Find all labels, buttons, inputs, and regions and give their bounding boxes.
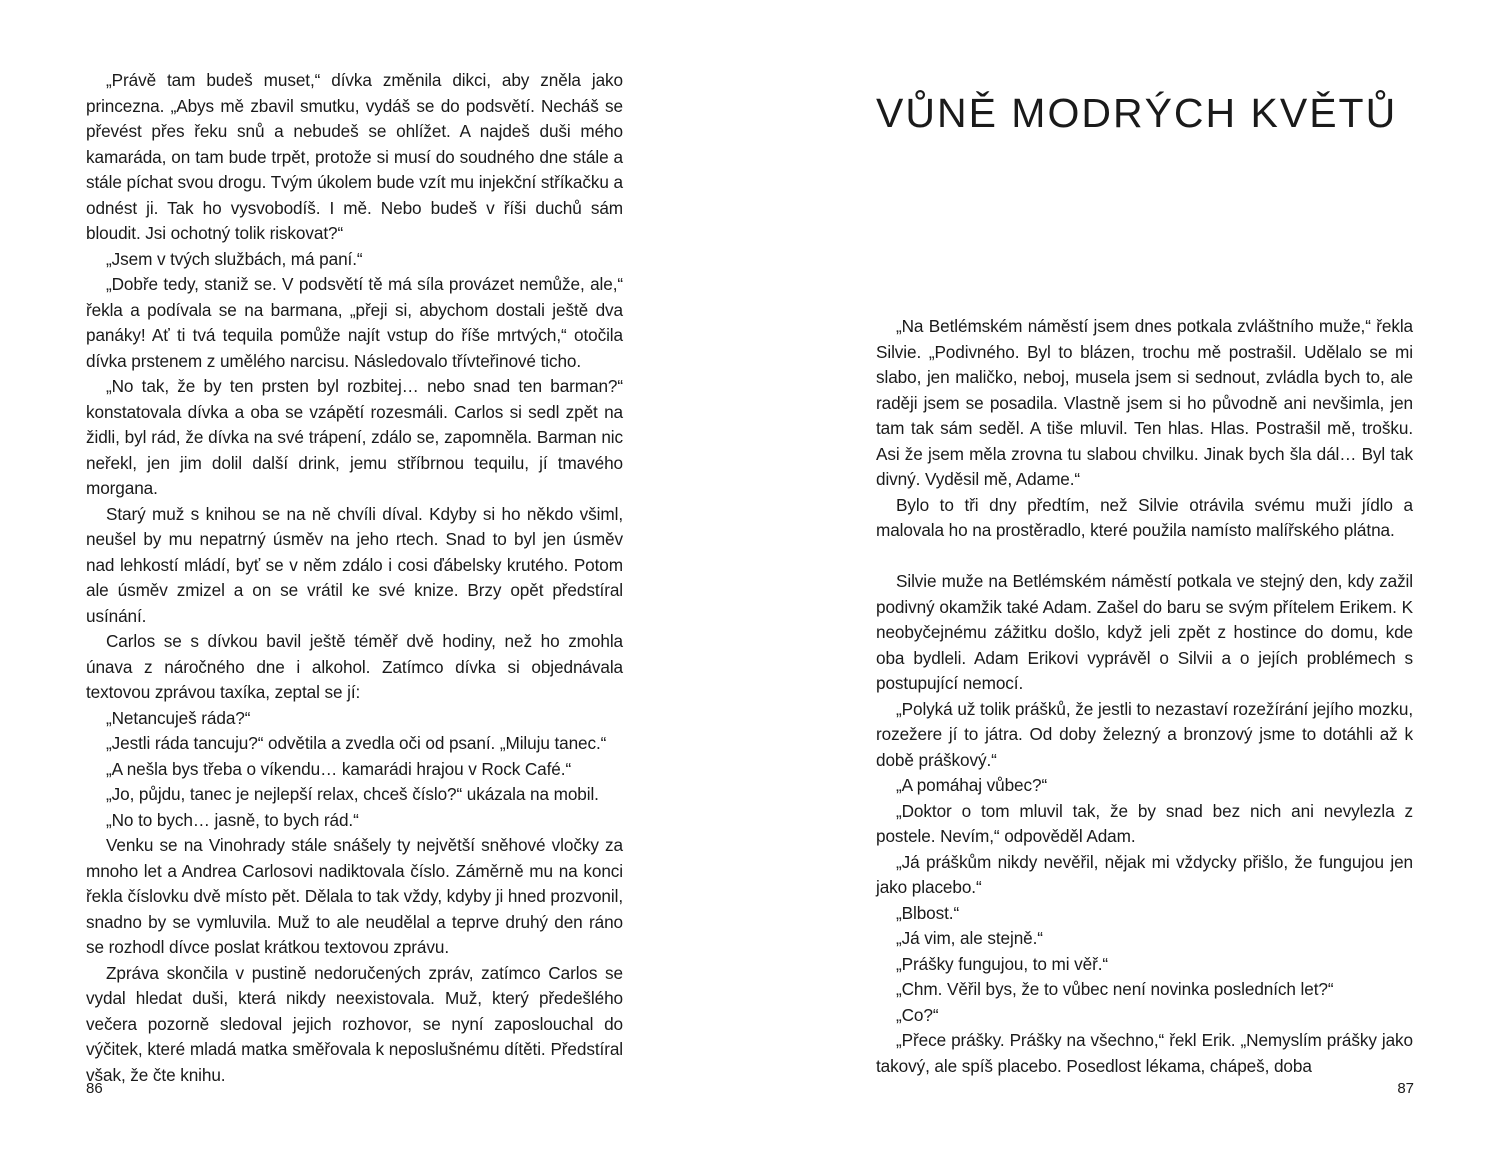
paragraph: Zpráva skončila v pustině nedoručených zpráv, zatímco Carlos se vydal hledat duši, která nikdy neexistovala. Muž, který předešlého večera pozorně sledoval jejich rozhovor, se nyní zaposlouchal do výčitek, které mladá matka směřovala k neposlušnému dítěti. Předstíral však, že čte knihu.: [86, 962, 623, 1085]
paragraph: „A nešla bys třeba o víkendu… kamarádi hrajou v Rock Café.“: [106, 758, 572, 779]
paragraph: „Prášky fungujou, to mi věř.“: [896, 953, 1109, 974]
paragraph: Venku se na Vinohrady stále snášely ty největší sněhové vločky za mnoho let a Andrea Carlosovi nadiktovala číslo. Záměrně mu na konci řekla číslovku dvě místo pět. Dělala to tak vždy, kdyby ji hned prozvonil, snadno by se vymluvila. Muž to ale neudělal a teprve druhý den ráno se rozhodl dívce poslat krátkou textovou zprávu.: [86, 835, 623, 957]
paragraph: „No to bych… jasně, to bych rád.“: [106, 809, 359, 830]
right-page-text: [876, 314, 1413, 1079]
paragraph: „A pomáhaj vůbec?“: [896, 775, 1048, 795]
left-page-text: [86, 68, 623, 1088]
paragraph: Bylo to tři dny předtím, než Silvie otrávila svému muži jídlo a malovala ho na prostěradlo, které použila namísto malířského plátna.: [876, 494, 1413, 540]
page-number: 86: [86, 1080, 103, 1097]
paragraph: „Já vim, ale stejně.“: [896, 928, 1043, 948]
right-page: [750, 0, 1500, 1154]
chapter-title: VŮNĚ MODRÝCH KVĚTŮ: [876, 90, 1398, 137]
paragraph: „Polyká už tolik prášků, že jestli to nezastaví rozežírání jejího mozku, rozežere jí to játra. Od doby železný a bronzový jsme to dotáhli až k době práškový.“: [876, 698, 1413, 770]
paragraph: „Netancuješ ráda?“: [106, 707, 251, 728]
paragraph: Starý muž s knihou se na ně chvíli díval. Kdyby si ho někdo všiml, neušel by mu nepatrný úsměv na jeho rtech. Snad to byl jen úsměv nad lehkostí mládí, byť se v něm zdálo i cosi ďábelsky krutého. Potom ale úsměv zmizel a on se vrátil ke své knize. Brzy opět předstíral usínání.: [86, 503, 623, 626]
paragraph: „Co?“: [896, 1004, 939, 1025]
paragraph: „No tak, že by ten prsten byl rozbitej… nebo snad ten barman?“ konstatovala dívka a oba se vzápětí rozesmáli. Carlos si sedl zpět na židli, byl rád, že dívka na své trápení, zdálo se, zapomněla. Barman nic neřekl, jen jim dolil další drink, jemu stříbrnou tequilu, jí tmavého morgana.: [86, 376, 623, 498]
paragraph: „Na Betlémském náměstí jsem dnes potkala zvláštního muže,“ řekla Silvie. „Podivného. Byl to blázen, trochu mě postrašil. Udělalo se mi slabo, jen maličko, neboj, musela jsem si sednout, zvládla bych to, ale raději jsem se posadila. Vlastně jsem si ho původně ani nevšimla, jen tam tak sám seděl. A tiše mluvil. Ten hlas. Hlas. Postrašil mě, trošku. Asi že jsem měla zrovna tu slabou chvilku. Jinak bych šla dál… Byl tak divný. Vyděsil mě, Adame.“: [876, 316, 1413, 489]
paragraph: „Já práškům nikdy nevěřil, nějak mi vždycky přišlo, že fungujou jen jako placebo.“: [876, 851, 1413, 897]
paragraph: „Právě tam budeš muset,“ dívka změnila dikci, aby zněla jako princezna. „Abys mě zbavil smutku, vydáš se do podsvětí. Necháš se převést přes řeku snů a nebudeš se ohlížet. A najdeš duši mého kamaráda, on tam bude trpět, protože si musí do soudného dne stále a stále píchat svou drogu. Tvým úkolem bude vzít mu injekční stříkačku a odnést ji. Tak ho vysvobodíš. I mě. Nebo budeš v říši duchů sám bloudit. Jsi ochotný tolik riskovat?“: [86, 70, 623, 243]
paragraph: „Jestli ráda tancuju?“ odvětila a zvedla oči od psaní. „Miluju tanec.“: [106, 733, 607, 753]
paragraph: „Chm. Věřil bys, že to vůbec není novinka posledních let?“: [896, 979, 1334, 999]
paragraph: „Jsem v tvých službách, má paní.“: [106, 248, 363, 269]
paragraph: Carlos se s dívkou bavil ještě téměř dvě hodiny, než ho zmohla únava z náročného dne i alkohol. Zatímco dívka si objednávala textovou zprávou taxíka, zeptal se jí:: [86, 631, 623, 702]
paragraph: „Doktor o tom mluvil tak, že by snad bez nich ani nevylezla z postele. Nevím,“ odpověděl Adam.: [876, 800, 1413, 846]
paragraph: „Přece prášky. Prášky na všechno,“ řekl Erik. „Nemyslím prášky jako takový, ale spíš placebo. Posedlost lékama, chápeš, doba: [876, 1030, 1413, 1076]
paragraph: „Dobře tedy, staniž se. V podsvětí tě má síla provázet nemůže, ale,“ řekla a podívala se na barmana, „přeji si, abychom dostali ještě dva panáky! Ať ti tvá tequila pomůže najít vstup do říše mrtvých,“ otočila dívka prstenem z umělého narcisu. Následovalo třívteřinové ticho.: [86, 274, 623, 371]
paragraph: „Jo, půjdu, tanec je nejlepší relax, chceš číslo?“ ukázala na mobil.: [106, 784, 599, 804]
paragraph: Silvie muže na Betlémském náměstí potkala ve stejný den, kdy zažil podivný okamžik také Adam. Zašel do baru se svým přítelem Erikem. K neobyčejnému zážitku došlo, když jeli zpět z hostince do domu, kde oba bydleli. Adam Erikovi vyprávěl o Silvii a o jejích problémech s postupující nemocí.: [876, 571, 1413, 693]
paragraph: „Blbost.“: [896, 902, 960, 923]
page-number: 87: [1397, 1080, 1414, 1097]
